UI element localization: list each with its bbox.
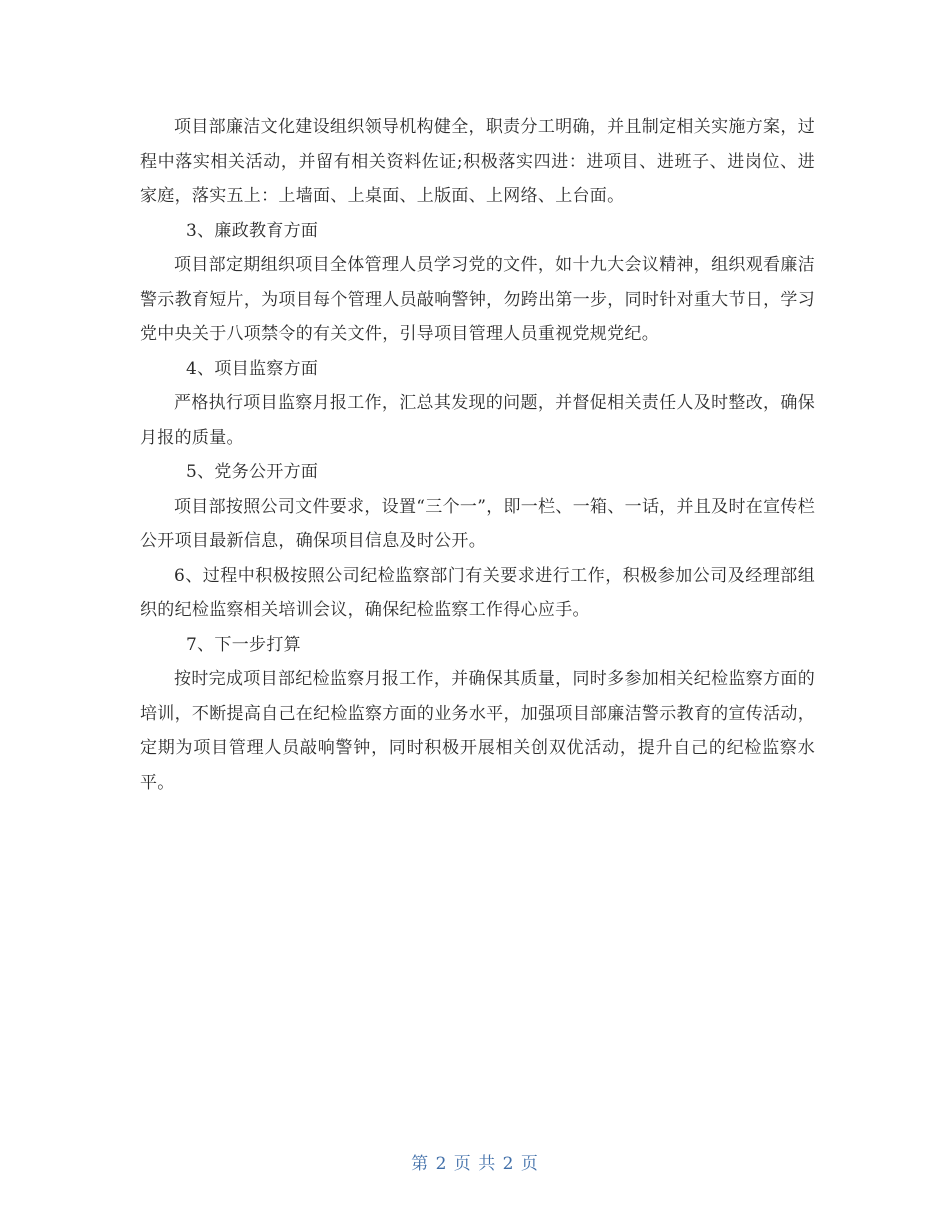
paragraph-project-supervision: 严格执行项目监察月报工作，汇总其发现的问题，并督促相关责任人及时整改，确保月报的质量。 — [140, 393, 815, 448]
paragraph-next-steps: 按时完成项目部纪检监察月报工作，并确保其质量，同时多参加相关纪检监察方面的培训，不断提高自己在纪检监察方面的业务水平，加强项目部廉洁警示教育的宣传活动，定期为项目管理人员敲响警钟，同时积极开展相关创双优活动，提升自己的纪检监察水平。 — [140, 669, 815, 793]
heading-integrity-education: 3、廉政教育方面 — [186, 220, 319, 241]
footer-label-after: 页 — [520, 1154, 539, 1174]
heading-next-steps: 7、下一步打算 — [186, 634, 301, 655]
footer-total-pages: 2 — [502, 1154, 515, 1174]
paragraph-culture-construction: 项目部廉洁文化建设组织领导机构健全，职责分工明确，并且制定相关实施方案，过程中落实相关活动，并留有相关资料佐证;积极落实四进：进项目、进班子、进岗位、进家庭，落实五上：上墙面、上桌面、上版面、上网络、上台面。 — [140, 117, 815, 206]
paragraph-integrity-education: 项目部定期组织项目全体管理人员学习党的文件，如十九大会议精神，组织观看廉洁警示教育短片，为项目每个管理人员敲响警钟，勿跨出第一步，同时针对重大节日，学习党中央关于八项禁令的有关文件，引导项目管理人员重视党规党纪。 — [140, 255, 815, 344]
paragraph-party-affairs-disclosure: 项目部按照公司文件要求，设置“三个一”，即一栏、一箱、一话，并且及时在宣传栏公开项目最新信息，确保项目信息及时公开。 — [140, 496, 815, 551]
heading-project-supervision: 4、项目监察方面 — [186, 358, 319, 379]
document-body — [140, 110, 815, 800]
paragraph-training-participation: 6、过程中积极按照公司纪检监察部门有关要求进行工作，积极参加公司及经理部组织的纪检监察相关培训会议，确保纪检监察工作得心应手。 — [140, 565, 815, 620]
heading-party-affairs-disclosure: 5、党务公开方面 — [186, 462, 319, 482]
footer-current-page: 2 — [435, 1154, 448, 1174]
footer-label-mid2: 共 — [478, 1154, 497, 1174]
page-number-footer — [0, 1149, 950, 1174]
footer-label-mid1: 页 — [453, 1154, 472, 1174]
footer-label-before: 第 — [411, 1154, 430, 1174]
